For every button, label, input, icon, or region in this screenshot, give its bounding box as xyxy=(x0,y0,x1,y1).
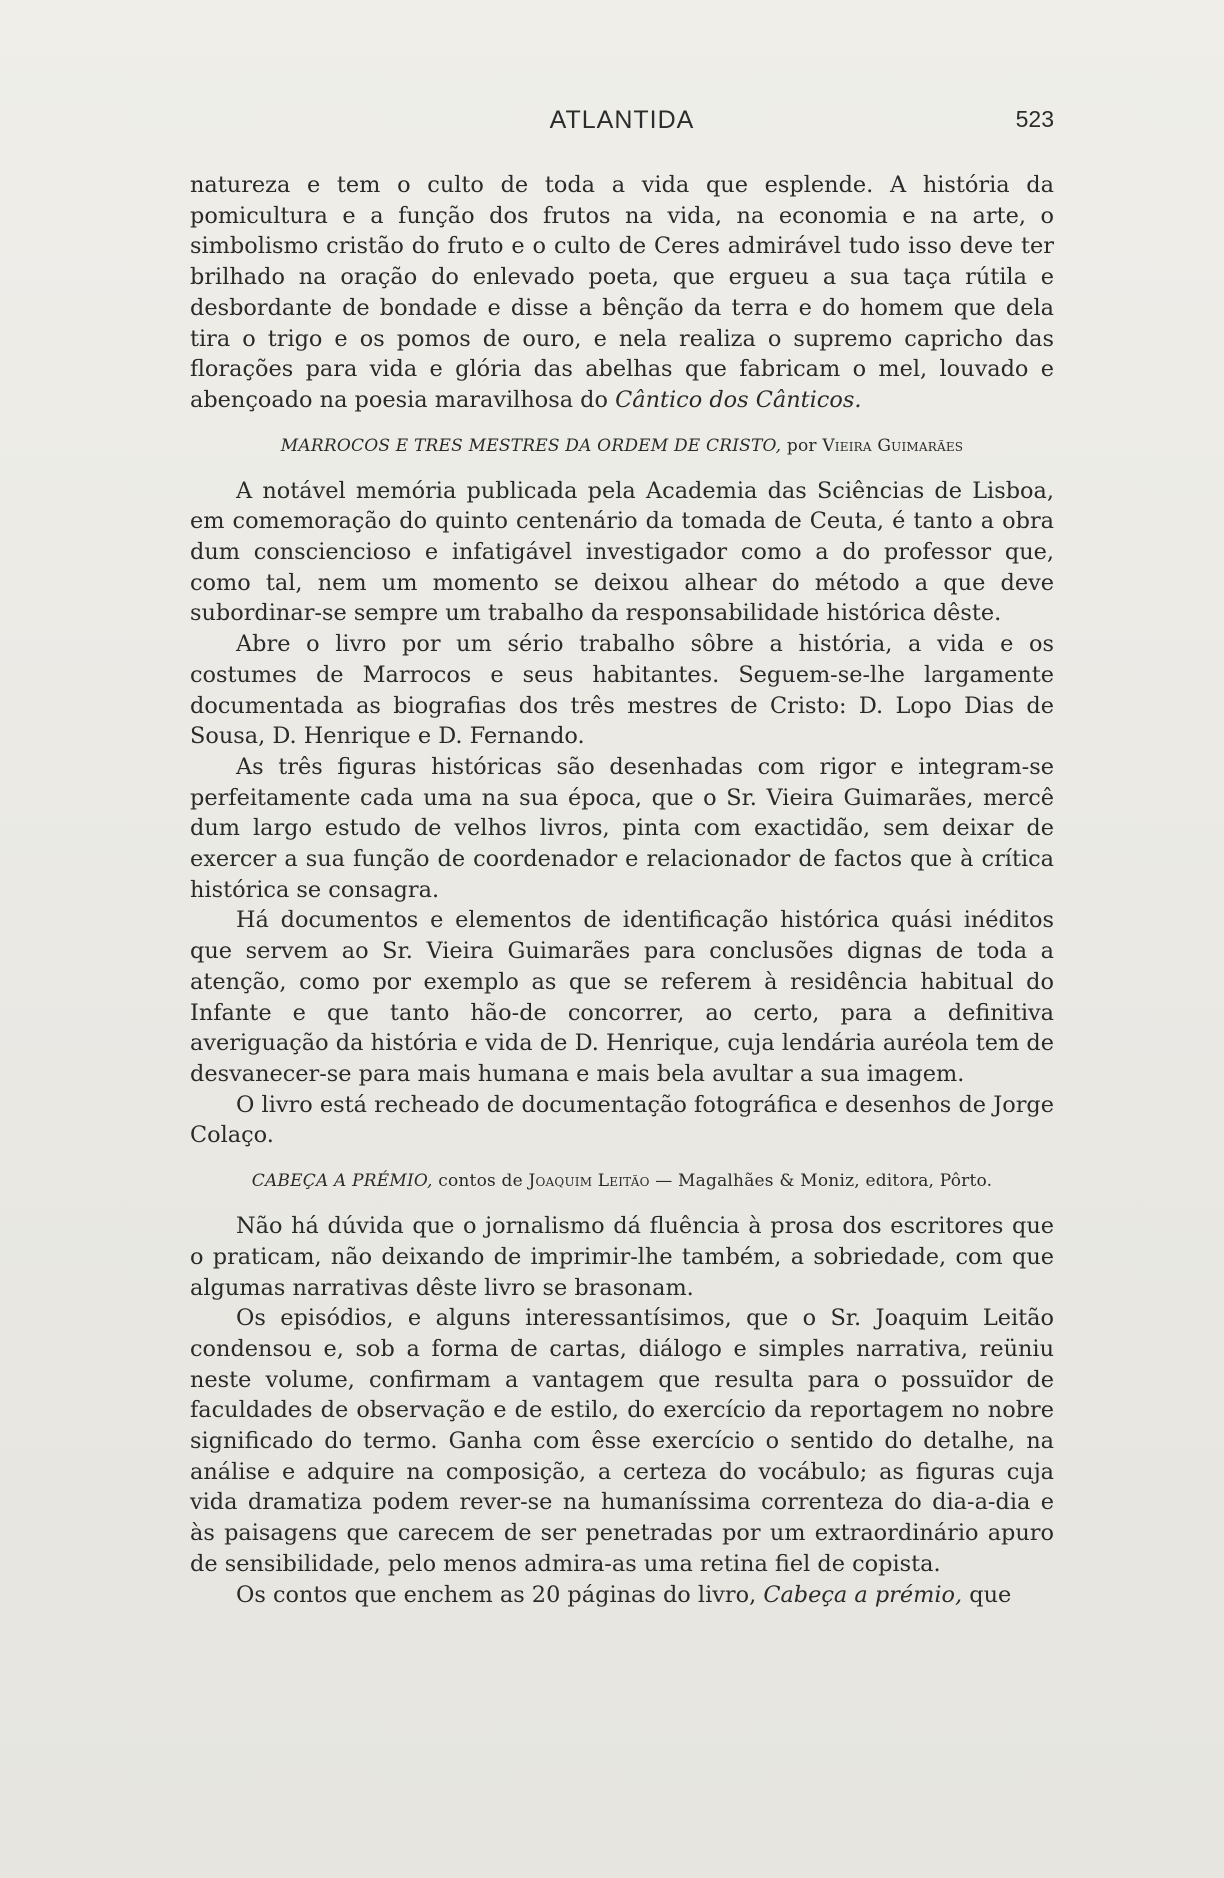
paragraph-text: Os contos que enchem as 2 xyxy=(236,1581,547,1608)
page-number: 523 xyxy=(1015,106,1054,132)
by-label: por xyxy=(781,435,823,456)
paragraph-continuation xyxy=(190,170,1054,416)
paragraph-text: 0 páginas do livro, xyxy=(546,1581,764,1608)
review-paragraph: A notável memória publicada pela Academia das Sciências de Lisboa, em comemoração do quinto centenário da tomada de Ceuta, é tanto a obra dum consciencioso e infatigável investigador como a do professor que, como tal, nem um momento se deixou alhear do método a que deve subordinar-se sempre um trabalho da responsabilidade histórica dêste. xyxy=(190,477,1054,627)
review-paragraph: O livro está recheado de documentação fotográfica e desenhos de Jorge Colaço. xyxy=(190,1091,1054,1149)
paragraph-text: natureza e tem o culto de toda a vida que esplende. A história da pomicultura e a função dos frutos na vida, na economia e na arte, o simbolismo cristão do fruto e o culto de Ceres admirável tudo isso deve ter brilhado na oração do enlevado poeta, que ergueu a sua taça rútila e desbordante de bondade e disse a bênção da terra e do homem que dela tira o trigo e os pomos de ouro, e nela realiza o supremo capricho das florações para vida e glória das abelhas que fabricam o mel, louvado e abençoado na poesia maravilhosa do xyxy=(190,172,1054,413)
page-body xyxy=(190,170,1054,1610)
review-heading-cabeca xyxy=(190,1169,1054,1193)
review-paragraph: Há documentos e elementos de identificação histórica quási inéditos que servem ao Sr. Vieira Guimarães para conclusões dignas de toda a atenção, como por exemplo as que se referem à residência habitual do Infante e que tanto hão-de concorrer, ao certo, para a definitiva averiguação da história e vida de D. Henrique, cuja lendária auréola tem de desvanecer-se para mais humana e mais bela avultar a sua imagem. xyxy=(190,907,1054,1087)
italic-title-cantico: Cântico dos Cânticos. xyxy=(615,386,862,413)
book-author: Vieira Guimarães xyxy=(822,435,964,456)
contos-label: contos de xyxy=(432,1171,529,1192)
paragraph-text: que xyxy=(962,1581,1012,1608)
italic-title-cabeca: Cabeça a prémio, xyxy=(763,1581,963,1608)
book-title: MARROCOS E TRES MESTRES DA ORDEM DE CRISTO, xyxy=(280,435,782,456)
review-heading-marrocos xyxy=(190,434,1054,458)
review-paragraph: As três figuras históricas são desenhadas com rigor e integram-se perfeitamente cada uma na sua época, que o Sr. Vieira Guimarães, mercê dum largo estudo de velhos livros, pinta com exactidão, sem deixar de exercer a sua função de coordenador e relacionador de factos que à crítica histórica se consagra. xyxy=(190,753,1054,903)
review-paragraph: Abre o livro por um sério trabalho sôbre a história, a vida e os costumes de Marrocos e seus habitantes. Seguem-se-lhe largamente documentada as biografias dos três mestres de Cristo: D. Lopo Dias de Sousa, D. Henrique e D. Fernando. xyxy=(190,631,1054,750)
book-title: CABEÇA A PRÉMIO, xyxy=(251,1171,433,1192)
review-paragraph: Não há dúvida que o jornalismo dá fluência à prosa dos escritores que o praticam, não deixando de imprimir-lhe também, a sobriedade, com que algumas narrativas dêste livro se brasonam. xyxy=(190,1213,1054,1301)
review-paragraph: Os episódios, e alguns interessantísimos, que o Sr. Joaquim Leitão condensou e, sob a forma de cartas, diálogo e simples narrativa, reüniu neste volume, confirmam a vantagem que resulta para o possuïdor de faculdades de observação e de estilo, do exercício da reportagem no nobre significado do termo. Ganha com êsse exercício o sentido do detalhe, na análise e adquire na composição, a certeza do vocábulo; as figuras cuja vida dramatiza podem rever-se na humaníssima correnteza do dia-a-dia e às paisagens que carecem de ser penetradas por um extraordinário apuro de sensibilidade, pelo menos admira-as uma retina fiel de copista. xyxy=(190,1305,1054,1577)
publisher-info: — Magalhães & Moniz, editora, Pôrto. xyxy=(649,1171,993,1192)
page-header xyxy=(190,106,1054,142)
book-author: Joaquim Leitão xyxy=(528,1171,650,1192)
running-title: ATLANTIDA xyxy=(549,106,695,134)
review-paragraph-last xyxy=(190,1580,1054,1611)
